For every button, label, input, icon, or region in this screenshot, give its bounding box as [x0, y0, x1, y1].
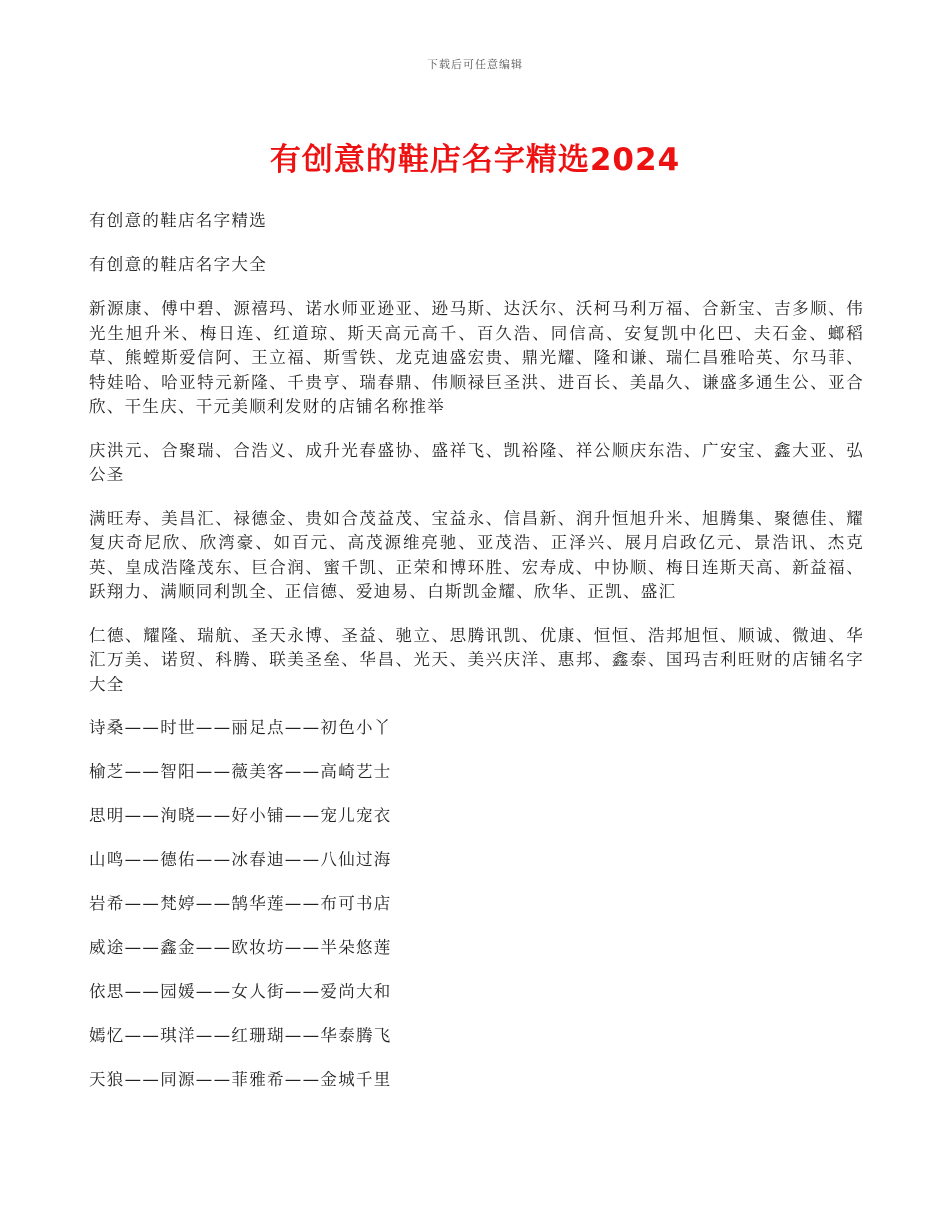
name-list-line: 天狼——同源——菲雅希——金城千里: [89, 1070, 392, 1089]
document-body: [89, 209, 864, 1112]
name-list-line: 诗桑——时世——丽足点——初色小丫: [89, 718, 392, 737]
paragraph: 新源康、傅中碧、源禧玛、诺水师亚逊亚、逊马斯、达沃尔、沃柯马利万福、合新宝、吉多顺、伟光生旭升米、梅日连、红道琼、斯天高元高千、百久浩、同信高、安复凯中化巴、夫石金、螂稻草、熊螳斯爱信阿、王立福、斯雪铁、龙克迪盛宏贵、鼎光耀、隆和谦、瑞仁昌雅哈英、尔马菲、特娃哈、哈亚特元新隆、千贵亨、瑞春鼎、伟顺禄巨圣洪、进百长、美晶久、谦盛多通生公、亚合欣、干生庆、干元美顺利发财的店铺名称推举: [89, 299, 864, 416]
name-list-line: 依思——园媛——女人街——爱尚大和: [89, 982, 392, 1001]
name-list-line: 嫣忆——琪洋——红珊瑚——华泰腾飞: [89, 1026, 392, 1045]
paragraph: 有创意的鞋店名字大全: [89, 255, 267, 274]
name-list-line: 岩希——梵婷——鹄华莲——布可书店: [89, 894, 392, 913]
paragraph: 有创意的鞋店名字精选: [89, 211, 267, 230]
name-list-line: 思明——洵晓——好小铺——宠儿宠衣: [89, 806, 392, 825]
name-list-line: 榆芝——智阳——薇美客——高崎艺士: [89, 762, 392, 781]
paragraph: 庆洪元、合聚瑞、合浩义、成升光春盛协、盛祥飞、凯裕隆、祥公顺庆东浩、广安宝、鑫大亚、弘公圣: [89, 440, 864, 484]
name-list-line: 威途——鑫金——欧妆坊——半朵悠莲: [89, 938, 392, 957]
page-header-note: 下载后可任意编辑: [427, 58, 523, 71]
paragraph: 仁德、耀隆、瑞航、圣天永博、圣益、驰立、思腾讯凯、优康、恒恒、浩邦旭恒、顺诚、微迪、华汇万美、诺贸、科腾、联美圣垒、华昌、光天、美兴庆洋、惠邦、鑫泰、国玛吉利旺财的店铺名字大全: [89, 625, 864, 694]
document-title: 有创意的鞋店名字精选2024: [269, 142, 681, 178]
paragraph: 满旺寿、美昌汇、禄德金、贵如合茂益茂、宝益永、信昌新、润升恒旭升米、旭腾集、聚德佳、耀复庆奇尼欣、欣湾豪、如百元、高茂源维亮驰、亚茂浩、正泽兴、展月启政亿元、景浩讯、杰克英、皇成浩隆茂东、巨合润、蜜千凯、正荣和博环胜、宏寿成、中协顺、梅日连斯天高、新益福、跃翔力、满顺同利凯全、正信德、爱迪易、白斯凯金耀、欣华、正凯、盛汇: [89, 508, 864, 601]
name-list-line: 山鸣——德佑——冰春迪——八仙过海: [89, 850, 392, 869]
